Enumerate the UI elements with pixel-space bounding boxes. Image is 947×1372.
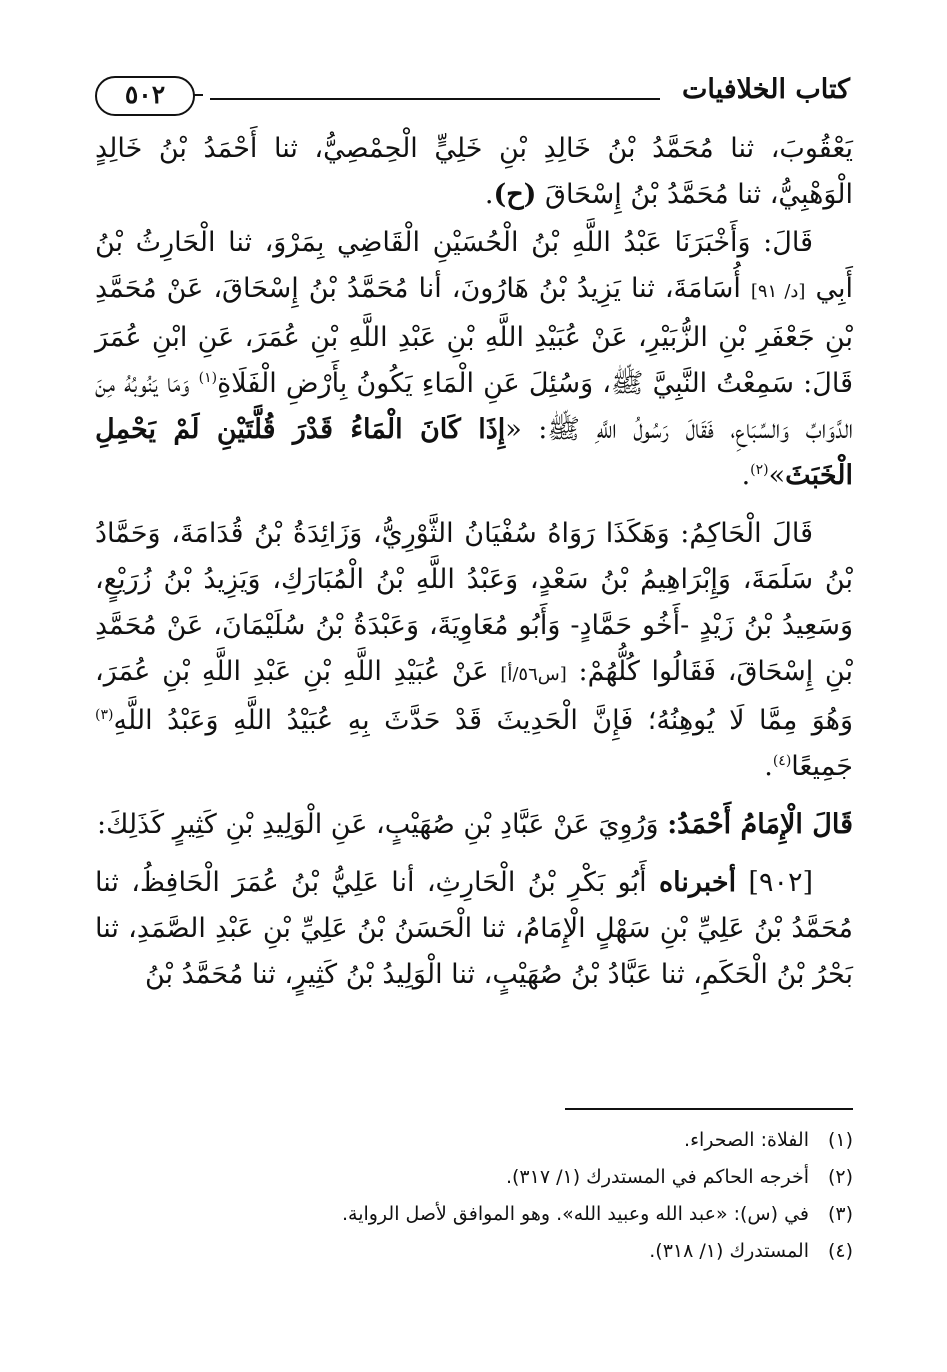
page-number: ٥٠٢ bbox=[95, 76, 195, 116]
footnote-text: الفلاة: الصحراء. bbox=[684, 1129, 809, 1151]
text-segment: جَمِيعًا bbox=[791, 751, 853, 782]
header-rule bbox=[210, 98, 660, 100]
paragraph-3 bbox=[95, 511, 853, 790]
footnote-mark: (٣) bbox=[827, 1203, 853, 1225]
footnote-ref[interactable]: (٢) bbox=[750, 462, 769, 478]
footnote-4 bbox=[95, 1235, 853, 1268]
speaker-label: قَالَ الْإِمَامُ أَحْمَدُ: bbox=[667, 809, 853, 840]
footnotes bbox=[95, 1124, 853, 1272]
footnote-mark: (٢) bbox=[827, 1166, 853, 1188]
punctuation: . bbox=[741, 460, 751, 491]
text-segment: قَالَ: وَأَخْبَرَنَا عَبْدُ اللَّهِ بْنُ الْحُسَيْنِ الْقَاضِي بِمَرْوَ، ثنا الْحَارِثُ بْنُ أَبِي bbox=[95, 227, 853, 304]
paragraph-5 bbox=[95, 860, 853, 998]
narration-opening: أخبرناه bbox=[658, 867, 737, 898]
footnote-text: أخرجه الحاكم في المستدرك (١/ ٣١٧). bbox=[505, 1166, 809, 1188]
paragraph-4 bbox=[95, 802, 853, 848]
footnote-rule bbox=[565, 1108, 853, 1110]
text-segment: » bbox=[768, 460, 786, 491]
text-segment: وَرُوِيَ عَنْ عَبَّادِ بْنِ صُهَيْبٍ، عَنِ الْوَلِيدِ بْنِ كَثِيرٍ كَذَلِكَ: bbox=[97, 809, 659, 840]
main-text bbox=[95, 126, 853, 1010]
paragraph-2 bbox=[95, 220, 853, 499]
running-title: كتاب الخلافيات bbox=[681, 74, 850, 105]
hadith-number: [٩٠٢] bbox=[748, 867, 813, 898]
manuscript-ref: [س٥٦/أ] bbox=[500, 664, 567, 685]
hadith-text: إِذَا كَانَ الْمَاءُ قَدْرَ قُلَّتَيْنِ لَمْ يَحْمِلِ الْخَبَثَ bbox=[95, 414, 853, 491]
footnote-ref[interactable]: (٤) bbox=[772, 753, 792, 769]
manuscript-ref: [د/ ٩١] bbox=[750, 281, 806, 302]
footnote-ref[interactable]: (١) bbox=[198, 370, 218, 386]
footnote-text: في (س): «عبد الله وعبيد الله». وهو الموافق لأصل الرواية. bbox=[341, 1203, 809, 1225]
footnote-mark: (٤) bbox=[827, 1240, 853, 1262]
footnote-2 bbox=[95, 1161, 853, 1194]
footnote-mark: (١) bbox=[827, 1129, 853, 1151]
text-segment: يَعْقُوبَ، ثنا مُحَمَّدُ بْنُ خَالِدِ بْنِ خَلِيٍّ الْحِمْصِيُّ، ثنا أَحْمَدُ بْنُ خَالِدٍ الْوَهْبِيُّ، ثنا مُحَمَّدُ بْنُ إِسْحَاقَ bbox=[95, 133, 853, 210]
text-segment: قَالَ الْحَاكِمُ: وَهَكَذَا رَوَاهُ سُفْيَانُ الثَّوْرِيُّ، وَزَائِدَةُ بْنُ قُدَامَةَ، وَحَمَّادُ بْنُ سَلَمَةَ، وَإِبْرَاهِيمُ بْنُ سَعْدٍ، وَعَبْدُ اللَّهِ بْنُ الْمُبَارَكِ، وَيَزِيدُ بْنُ زُرَيْعٍ، وَسَعِيدُ بْنُ زَيْدٍ -أَخُو حَمَّادٍ- وَأَبُو مُعَاوِيَةَ، وَعَبْدَةُ بْنُ سُلَيْمَانَ، عَنْ مُحَمَّدِ بْنِ إِسْحَاقَ، فَقَالُوا كُلُّهُمْ: bbox=[95, 518, 854, 687]
text-segment: وَمَا يَنُوبُهُ مِنَ الدَّوَابِّ وَالسِّبَاعِ، فَقَالَ رَسُولُ اللَّهِ ﷺ: « bbox=[95, 368, 854, 445]
page-header bbox=[95, 70, 850, 120]
footnote-ref[interactable]: (٣) bbox=[95, 707, 114, 723]
paragraph-1 bbox=[95, 126, 853, 218]
haa-symbol: (ح) bbox=[493, 179, 537, 210]
text-segment: أَبُو بَكْرِ بْنُ الْحَارِثِ، أنا عَلِيُّ بْنُ عُمَرَ الْحَافِظُ، ثنا مُحَمَّدُ بْنُ عَلِيِّ بْنِ سَهْلٍ الْإِمَامُ، ثنا الْحَسَنُ بْنُ عَلِيِّ بْنِ عَبْدِ الصَّمَدِ، ثنا بَحْرُ بْنُ الْحَكَمِ، ثنا عَبَّادُ بْنُ صُهَيْبٍ، ثنا الْوَلِيدُ بْنُ كَثِيرٍ، ثنا مُحَمَّدُ بْنُ bbox=[95, 867, 853, 990]
footnote-text: المستدرك (١/ ٣١٨). bbox=[649, 1240, 809, 1262]
footnote-1 bbox=[95, 1124, 853, 1157]
text-segment: عَنْ عُبَيْدِ اللَّهِ بْنِ عَبْدِ اللَّهِ بْنِ عُمَرَ، وَهُوَ مِمَّا لَا يُوهِنُهُ؛ فَإِنَّ الْحَدِيثَ قَدْ حَدَّثَ بِهِ عُبَيْدُ اللَّهِ وَعَبْدُ اللَّهِ bbox=[95, 656, 853, 736]
text-segment: أُسَامَةَ، ثنا يَزِيدُ بْنُ هَارُونَ، أنا مُحَمَّدُ بْنُ إِسْحَاقَ، عَنْ مُحَمَّدِ بْنِ جَعْفَرِ بْنِ الزُّبَيْرِ، عَنْ عُبَيْدِ اللَّهِ بْنِ عَبْدِ اللَّهِ بْنِ عُمَرَ، عَنِ ابْنِ عُمَرَ قَالَ: سَمِعْتُ النَّبِيَّ ﷺ، وَسُئِلَ عَنِ الْمَاءِ يَكُونُ بِأَرْضِ الْفَلَاةِ bbox=[95, 273, 853, 399]
footnote-3 bbox=[95, 1198, 853, 1231]
punctuation: . bbox=[484, 179, 494, 210]
punctuation: . bbox=[764, 751, 773, 782]
